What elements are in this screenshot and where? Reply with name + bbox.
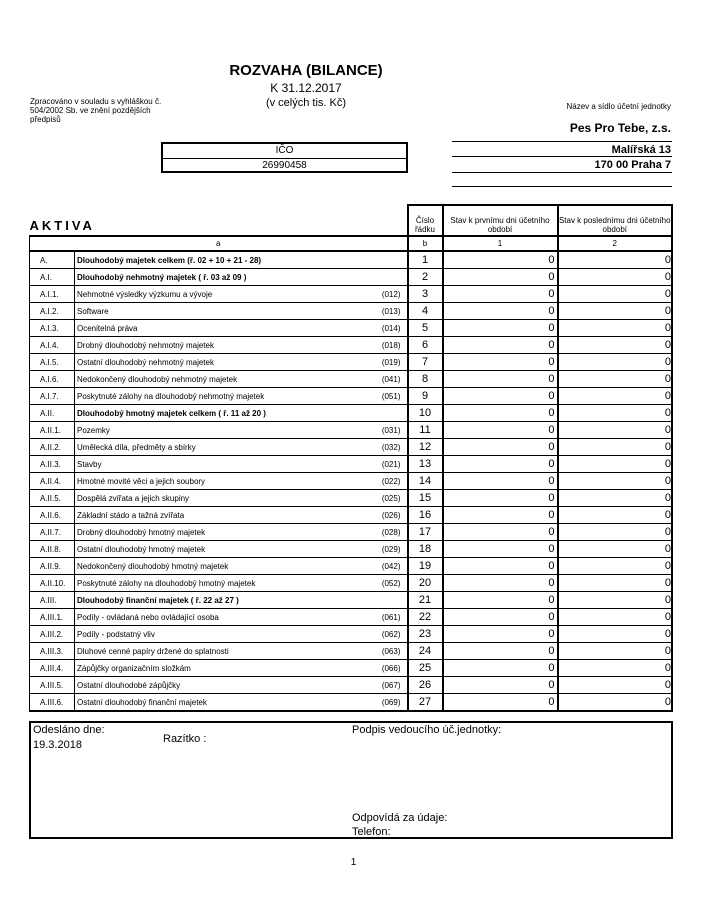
row-value-last: 0 [558, 269, 673, 286]
row-value-last: 0 [558, 524, 673, 541]
row-name: Nedokončený dlouhodobý nehmotný majetek [77, 374, 238, 384]
table-row [30, 541, 673, 558]
table-row [30, 694, 673, 712]
row-name: Dlouhodobý nehmotný majetek ( ř. 03 až 09 ) [77, 272, 247, 282]
row-value-first: 0 [443, 677, 558, 694]
footer-box [29, 721, 673, 839]
row-code: A.I.7. [30, 388, 75, 405]
table-row [30, 490, 673, 507]
row-name: Základní stádo a tažná zvířata [77, 510, 185, 520]
table-row [30, 677, 673, 694]
row-value-last: 0 [558, 320, 673, 337]
ico-value: 26990458 [262, 160, 307, 171]
row-number: 20 [408, 575, 443, 592]
sub-header-2: 2 [558, 236, 673, 251]
row-value-last: 0 [558, 694, 673, 712]
divider [452, 141, 672, 142]
row-value-last: 0 [558, 251, 673, 269]
row-value-first: 0 [443, 422, 558, 439]
row-value-first: 0 [443, 269, 558, 286]
table-row [30, 337, 673, 354]
row-value-first: 0 [443, 405, 558, 422]
entity-name: Pes Pro Tebe, z.s. [569, 121, 671, 135]
row-account: (066) [381, 663, 401, 673]
sub-header-b: b [408, 236, 443, 251]
row-value-last: 0 [558, 592, 673, 609]
divider [452, 186, 672, 187]
row-number: 15 [408, 490, 443, 507]
row-value-last: 0 [558, 405, 673, 422]
row-account: (042) [381, 561, 401, 571]
row-value-first: 0 [443, 456, 558, 473]
row-value-last: 0 [558, 371, 673, 388]
row-number: 11 [408, 422, 443, 439]
row-code: A.III.5. [30, 677, 75, 694]
table-row [30, 354, 673, 371]
row-number: 26 [408, 677, 443, 694]
row-account: (052) [381, 578, 401, 588]
table-row [30, 456, 673, 473]
row-account: (021) [381, 459, 401, 469]
row-account: (062) [381, 629, 401, 639]
row-account: (022) [381, 476, 401, 486]
row-value-first: 0 [443, 303, 558, 320]
row-value-first: 0 [443, 643, 558, 660]
row-code: A.II.8. [30, 541, 75, 558]
entity-label: Název a sídlo účetní jednotky [566, 102, 671, 111]
table-row [30, 592, 673, 609]
row-code: A.III.2. [30, 626, 75, 643]
row-code: A.I.2. [30, 303, 75, 320]
row-code: A.III.6. [30, 694, 75, 712]
row-account: (012) [381, 289, 401, 299]
row-account: (061) [381, 612, 401, 622]
row-number: 16 [408, 507, 443, 524]
row-account: (025) [381, 493, 401, 503]
col-row-no-header: Číslo řádku [408, 205, 443, 236]
row-value-last: 0 [558, 660, 673, 677]
row-value-first: 0 [443, 490, 558, 507]
row-value-first: 0 [443, 439, 558, 456]
row-code: A.III.1. [30, 609, 75, 626]
row-name: Zápůjčky organizačním složkám [77, 663, 191, 673]
row-number: 3 [408, 286, 443, 303]
row-name: Nehmotné výsledky výzkumu a vývoje [77, 289, 213, 299]
row-value-last: 0 [558, 558, 673, 575]
row-value-first: 0 [443, 660, 558, 677]
row-name: Podíly - podstatný vliv [77, 629, 155, 639]
row-value-first: 0 [443, 371, 558, 388]
table-row [30, 388, 673, 405]
signature-label: Podpis vedoucího úč.jednotky: [352, 724, 502, 736]
row-number: 27 [408, 694, 443, 712]
row-account: (031) [381, 425, 401, 435]
row-value-last: 0 [558, 456, 673, 473]
row-value-last: 0 [558, 507, 673, 524]
row-value-last: 0 [558, 643, 673, 660]
row-code: A.I.4. [30, 337, 75, 354]
row-value-first: 0 [443, 626, 558, 643]
row-number: 17 [408, 524, 443, 541]
table-row [30, 303, 673, 320]
row-name: Software [77, 306, 109, 316]
row-number: 7 [408, 354, 443, 371]
row-value-last: 0 [558, 303, 673, 320]
row-name: Nedokončený dlouhodobý hmotný majetek [77, 561, 229, 571]
ico-box [161, 142, 408, 173]
legal-note: Zpracováno v souladu s vyhláškou č. 504/2002 Sb. ve znění pozdějších předpisů [30, 97, 162, 124]
row-value-last: 0 [558, 337, 673, 354]
row-value-last: 0 [558, 609, 673, 626]
row-name: Ostatní dlouhodobý hmotný majetek [77, 544, 206, 554]
row-value-first: 0 [443, 609, 558, 626]
table-row [30, 371, 673, 388]
row-value-first: 0 [443, 507, 558, 524]
row-value-last: 0 [558, 677, 673, 694]
row-account: (067) [381, 680, 401, 690]
divider [452, 156, 672, 157]
row-value-last: 0 [558, 473, 673, 490]
row-number: 14 [408, 473, 443, 490]
row-name: Ostatní dlouhodobý nehmotný majetek [77, 357, 214, 367]
row-number: 24 [408, 643, 443, 660]
row-number: 23 [408, 626, 443, 643]
row-value-first: 0 [443, 592, 558, 609]
row-name: Dospělá zvířata a jejich skupiny [77, 493, 190, 503]
row-name: Ostatní dlouhodobý finanční majetek [77, 697, 207, 707]
table-row [30, 558, 673, 575]
row-account: (026) [381, 510, 401, 520]
table-row [30, 473, 673, 490]
table-row [30, 422, 673, 439]
row-value-first: 0 [443, 388, 558, 405]
row-account: (069) [381, 697, 401, 707]
row-code: A.II.5. [30, 490, 75, 507]
row-name: Dlouhodobý majetek celkem (ř. 02 + 10 + 21 - 28) [77, 255, 262, 265]
divider [452, 172, 672, 173]
row-name: Umělecká díla, předměty a sbírky [77, 442, 196, 452]
row-number: 6 [408, 337, 443, 354]
row-code: A.I.1. [30, 286, 75, 303]
row-number: 9 [408, 388, 443, 405]
row-value-last: 0 [558, 575, 673, 592]
row-number: 4 [408, 303, 443, 320]
table-row [30, 524, 673, 541]
sub-header-1: 1 [443, 236, 558, 251]
balance-table [29, 204, 673, 712]
row-value-first: 0 [443, 524, 558, 541]
row-value-first: 0 [443, 337, 558, 354]
row-code: A.I.5. [30, 354, 75, 371]
row-name: Poskytnuté zálohy na dlouhodobý hmotný majetek [77, 578, 256, 588]
table-row [30, 405, 673, 422]
row-number: 10 [408, 405, 443, 422]
row-value-first: 0 [443, 251, 558, 269]
col-first-header: Stav k prvnímu dni účetního období [443, 205, 558, 236]
row-value-first: 0 [443, 575, 558, 592]
page-number: 1 [350, 857, 357, 868]
row-value-first: 0 [443, 354, 558, 371]
row-number: 21 [408, 592, 443, 609]
row-code: A.I. [30, 269, 75, 286]
row-number: 22 [408, 609, 443, 626]
row-code: A.II.10. [30, 575, 75, 592]
document-title: ROZVAHA (BILANCE) [229, 62, 383, 79]
row-account: (013) [381, 306, 401, 316]
row-value-last: 0 [558, 541, 673, 558]
table-row [30, 439, 673, 456]
row-value-last: 0 [558, 422, 673, 439]
row-name: Ostatní dlouhodobé zápůjčky [77, 680, 181, 690]
table-row [30, 320, 673, 337]
row-number: 8 [408, 371, 443, 388]
row-value-last: 0 [558, 388, 673, 405]
table-row [30, 660, 673, 677]
row-name: Stavby [77, 459, 102, 469]
col-last-header: Stav k poslednímu dni účetního období [558, 205, 673, 236]
row-code: A.II. [30, 405, 75, 422]
phone-label: Telefon: [352, 826, 391, 838]
row-account: (051) [381, 391, 401, 401]
row-value-last: 0 [558, 626, 673, 643]
row-name: Ocenitelná práva [77, 323, 138, 333]
table-row [30, 626, 673, 643]
row-account: (041) [381, 374, 401, 384]
row-value-first: 0 [443, 558, 558, 575]
report-date: K 31.12.2017 [270, 81, 342, 95]
row-value-first: 0 [443, 473, 558, 490]
row-value-last: 0 [558, 439, 673, 456]
row-name: Dluhové cenné papíry držené do splatnosti [77, 646, 229, 656]
row-number: 5 [408, 320, 443, 337]
row-code: A.III. [30, 592, 75, 609]
row-account: (018) [381, 340, 401, 350]
row-account: (032) [381, 442, 401, 452]
row-value-first: 0 [443, 694, 558, 712]
row-name: Podíly - ovládaná nebo ovládající osoba [77, 612, 219, 622]
row-account: (063) [381, 646, 401, 656]
row-value-first: 0 [443, 541, 558, 558]
table-row [30, 286, 673, 303]
row-value-last: 0 [558, 354, 673, 371]
section-title: AKTIVA [29, 218, 95, 233]
row-name: Dlouhodobý finanční majetek ( ř. 22 až 27 ) [77, 595, 239, 605]
row-code: A.II.4. [30, 473, 75, 490]
row-number: 1 [408, 251, 443, 269]
row-code: A.II.3. [30, 456, 75, 473]
row-number: 2 [408, 269, 443, 286]
table-row [30, 643, 673, 660]
table-row [30, 251, 673, 269]
row-value-first: 0 [443, 286, 558, 303]
table-row [30, 507, 673, 524]
table-row [30, 269, 673, 286]
row-number: 18 [408, 541, 443, 558]
row-code: A.I.3. [30, 320, 75, 337]
sent-label: Odesláno dne: [33, 724, 105, 736]
row-code: A. [30, 251, 75, 269]
row-name: Pozemky [77, 425, 110, 435]
row-code: A.III.4. [30, 660, 75, 677]
row-number: 25 [408, 660, 443, 677]
row-value-last: 0 [558, 490, 673, 507]
row-name: Poskytnuté zálohy na dlouhodobý nehmotný majetek [77, 391, 265, 401]
row-number: 12 [408, 439, 443, 456]
row-code: A.I.6. [30, 371, 75, 388]
row-name: Drobný dlouhodobý hmotný majetek [77, 527, 206, 537]
row-value-first: 0 [443, 320, 558, 337]
row-account: (014) [381, 323, 401, 333]
units-note: (v celých tis. Kč) [265, 97, 347, 109]
row-code: A.II.1. [30, 422, 75, 439]
row-name: Drobný dlouhodobý nehmotný majetek [77, 340, 214, 350]
table-row [30, 575, 673, 592]
sent-date: 19.3.2018 [33, 739, 82, 751]
ico-label: IČO [163, 144, 406, 159]
row-code: A.II.9. [30, 558, 75, 575]
responsible-label: Odpovídá za údaje: [352, 812, 448, 824]
row-value-last: 0 [558, 286, 673, 303]
row-number: 13 [408, 456, 443, 473]
row-code: A.III.3. [30, 643, 75, 660]
address-line2: 170 00 Praha 7 [594, 159, 671, 171]
stamp-label: Razítko : [163, 733, 207, 745]
address-line1: Malířská 13 [611, 144, 671, 156]
row-name: Hmotné movité věci a jejich soubory [77, 476, 206, 486]
row-account: (029) [381, 544, 401, 554]
row-code: A.II.2. [30, 439, 75, 456]
row-code: A.II.7. [30, 524, 75, 541]
row-account: (028) [381, 527, 401, 537]
row-account: (019) [381, 357, 401, 367]
row-number: 19 [408, 558, 443, 575]
row-name: Dlouhodobý hmotný majetek celkem ( ř. 11 až 20 ) [77, 408, 266, 418]
row-code: A.II.6. [30, 507, 75, 524]
sub-header-a: a [30, 236, 408, 251]
table-row [30, 609, 673, 626]
